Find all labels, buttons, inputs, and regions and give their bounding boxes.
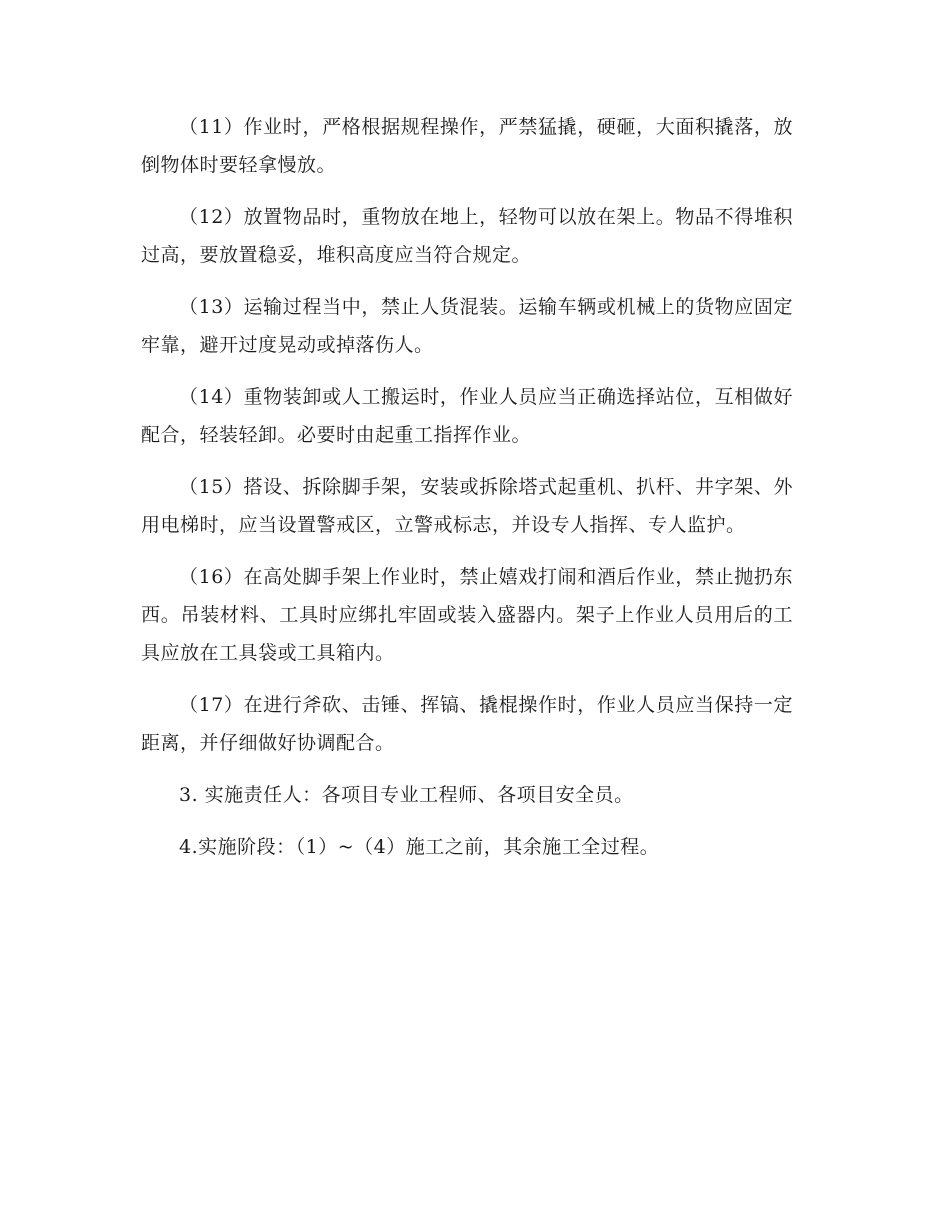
paragraph-item-14: （14）重物装卸或人工搬运时，作业人员应当正确选择站位，互相做好配合，轻装轻卸。必要时由起重工指挥作业。 [141, 386, 793, 446]
implementation-stage-paragraph: 4.实施阶段：（1）~（4）施工之前，其余施工全过程。 [179, 836, 660, 858]
paragraph-item-15: （15）搭设、拆除脚手架，安装或拆除塔式起重机、扒杆、井字架、外用电梯时，应当设置警戒区，立警戒标志，并设专人指挥、专人监护。 [141, 476, 793, 536]
paragraph-item-12: （12）放置物品时，重物放在地上，轻物可以放在架上。物品不得堆积过高，要放置稳妥，堆积高度应当符合规定。 [141, 206, 793, 266]
paragraph-item-17: （17）在进行斧砍、击锤、挥镐、撬棍操作时，作业人员应当保持一定距离，并仔细做好协调配合。 [141, 694, 793, 754]
paragraph-item-13: （13）运输过程当中，禁止人货混装。运输车辆或机械上的货物应固定牢靠，避开过度晃动或掉落伤人。 [141, 296, 793, 356]
paragraph-item-16: （16）在高处脚手架上作业时，禁止嬉戏打闹和酒后作业，禁止抛扔东西。吊装材料、工具时应绑扎牢固或装入盛器内。架子上作业人员用后的工具应放在工具袋或工具箱内。 [141, 566, 793, 664]
responsible-persons-paragraph: 3. 实施责任人：各项目专业工程师、各项目安全员。 [179, 784, 634, 806]
document-body [141, 108, 793, 880]
paragraph-item-11: （11）作业时，严格根据规程操作，严禁猛撬，硬砸，大面积撬落，放倒物体时要轻拿慢放。 [141, 116, 793, 176]
